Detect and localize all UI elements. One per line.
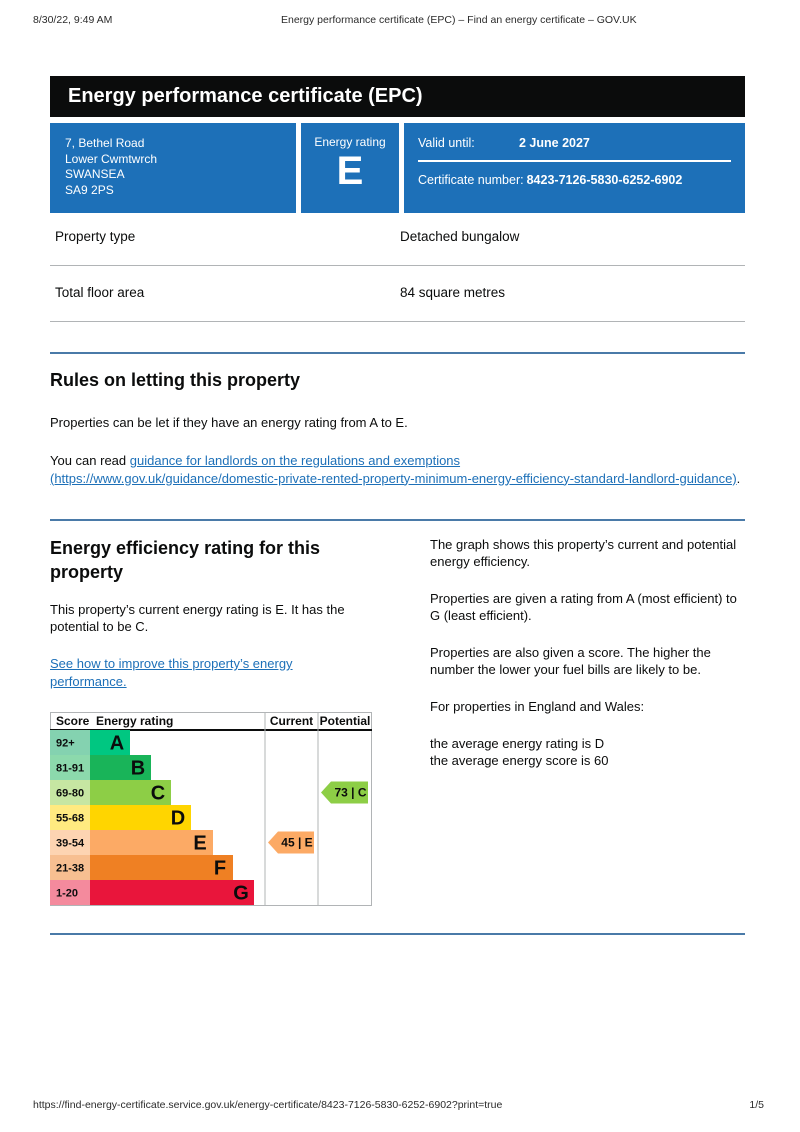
average-score-line: the average energy score is 60 <box>430 753 609 768</box>
rating-column-left <box>50 536 372 911</box>
svg-text:A: A <box>109 732 125 755</box>
floor-area-label: Total floor area <box>55 285 145 300</box>
valid-until-label: Valid until: <box>418 136 475 150</box>
footer-url: https://find-energy-certificate.service.gov.uk/energy-certificate/8423-7126-5830-6252-6902?print=true <box>33 1099 503 1111</box>
energy-rating-card <box>301 123 399 213</box>
svg-text:B: B <box>130 757 146 780</box>
svg-text:39-54: 39-54 <box>56 837 85 850</box>
svg-text:45 | E: 45 | E <box>281 835 313 850</box>
graph-description: Properties are also given a score. The higher the number the lower your fuel bills are likely to be. <box>430 645 711 677</box>
epc-band-g <box>50 880 254 905</box>
floor-area-value: 84 square metres <box>400 285 506 300</box>
epc-band-e <box>50 830 213 855</box>
print-header-date: 8/30/22, 9:49 AM <box>33 14 113 26</box>
potential-rating-arrow <box>321 782 368 804</box>
epc-band-d <box>50 805 191 830</box>
validity-card-divider <box>418 160 731 162</box>
print-footer <box>33 1099 764 1111</box>
certificate-number-value: 8423-7126-5830-6252-6902 <box>526 173 683 187</box>
epc-band-a <box>50 730 130 755</box>
property-type-row <box>50 213 745 266</box>
section-divider <box>50 519 745 521</box>
svg-text:92+: 92+ <box>56 737 75 750</box>
energy-rating-letter: E <box>336 149 364 193</box>
footer-page-indicator: 1/5 <box>749 1099 764 1111</box>
validity-card <box>404 123 745 213</box>
epc-band-b <box>50 755 151 780</box>
address-line: SWANSEA <box>65 167 125 181</box>
summary-cards <box>50 123 745 213</box>
epc-banner <box>50 76 745 117</box>
landlord-guidance-link-url: (https://www.gov.uk/guidance/domestic-private-rented-property-minimum-energy-efficiency-standard-landlord-guidance) <box>50 470 737 486</box>
energy-rating-label: Energy rating <box>314 135 386 149</box>
epc-band-c <box>50 780 171 805</box>
property-type-label: Property type <box>55 229 136 244</box>
epc-rating-chart <box>50 712 372 906</box>
graph-description: For properties in England and Wales: <box>430 699 645 714</box>
address-line: Lower Cwmtwrch <box>65 151 158 166</box>
rules-heading: Rules on letting this property <box>50 370 301 390</box>
improve-performance-link[interactable]: See how to improve this property’s energy performance. <box>50 656 293 689</box>
svg-text:69-80: 69-80 <box>56 787 85 800</box>
graph-description: Properties are given a rating from A (most efficient) to G (least efficient). <box>430 591 737 623</box>
rating-column-header: Energy rating <box>96 714 174 728</box>
svg-text:81-91: 81-91 <box>56 762 85 775</box>
guidance-text-suffix: . <box>736 470 741 486</box>
rating-heading: Energy efficiency rating for this property <box>50 538 321 582</box>
certificate-number-label: Certificate number: <box>418 173 524 187</box>
rating-column-right <box>430 536 745 911</box>
certificate-page <box>50 76 745 935</box>
property-type-value: Detached bungalow <box>400 229 520 244</box>
svg-text:73 | C: 73 | C <box>334 785 367 800</box>
valid-until-value: 2 June 2027 <box>519 136 590 150</box>
potential-column-header: Potential <box>319 714 371 728</box>
print-header-title: Energy performance certificate (EPC) – Find an energy certificate – GOV.UK <box>281 14 637 26</box>
svg-text:G: G <box>233 882 249 905</box>
rules-guidance-paragraph <box>50 452 745 487</box>
score-column-header: Score <box>56 714 90 728</box>
epc-banner-title: Energy performance certificate (EPC) <box>68 85 423 107</box>
epc-band-f <box>50 855 233 880</box>
guidance-text-prefix: You can read <box>50 453 130 468</box>
average-rating-line: the average energy rating is D <box>430 736 605 751</box>
rules-paragraph: Properties can be let if they have an energy rating from A to E. <box>50 415 408 430</box>
svg-text:D: D <box>170 807 186 830</box>
svg-text:21-38: 21-38 <box>56 862 85 875</box>
floor-area-row <box>50 266 745 322</box>
address-line: SA9 2PS <box>65 182 114 197</box>
address-card <box>50 123 296 213</box>
address-line: 7, Bethel Road <box>65 136 145 150</box>
graph-description: The graph shows this property’s current and potential energy efficiency. <box>430 537 737 569</box>
section-divider <box>50 352 745 354</box>
landlord-guidance-link[interactable] <box>50 453 737 486</box>
svg-text:C: C <box>150 782 166 805</box>
svg-text:55-68: 55-68 <box>56 812 85 825</box>
svg-text:1-20: 1-20 <box>56 887 79 900</box>
print-header <box>0 14 800 28</box>
svg-text:E: E <box>193 832 207 855</box>
current-column-header: Current <box>269 714 314 728</box>
landlord-guidance-link-label: guidance for landlords on the regulations and exemptions <box>129 453 461 468</box>
section-divider <box>50 933 745 935</box>
rating-paragraph: This property’s current energy rating is E. It has the potential to be C. <box>50 602 345 634</box>
svg-text:F: F <box>213 857 227 880</box>
